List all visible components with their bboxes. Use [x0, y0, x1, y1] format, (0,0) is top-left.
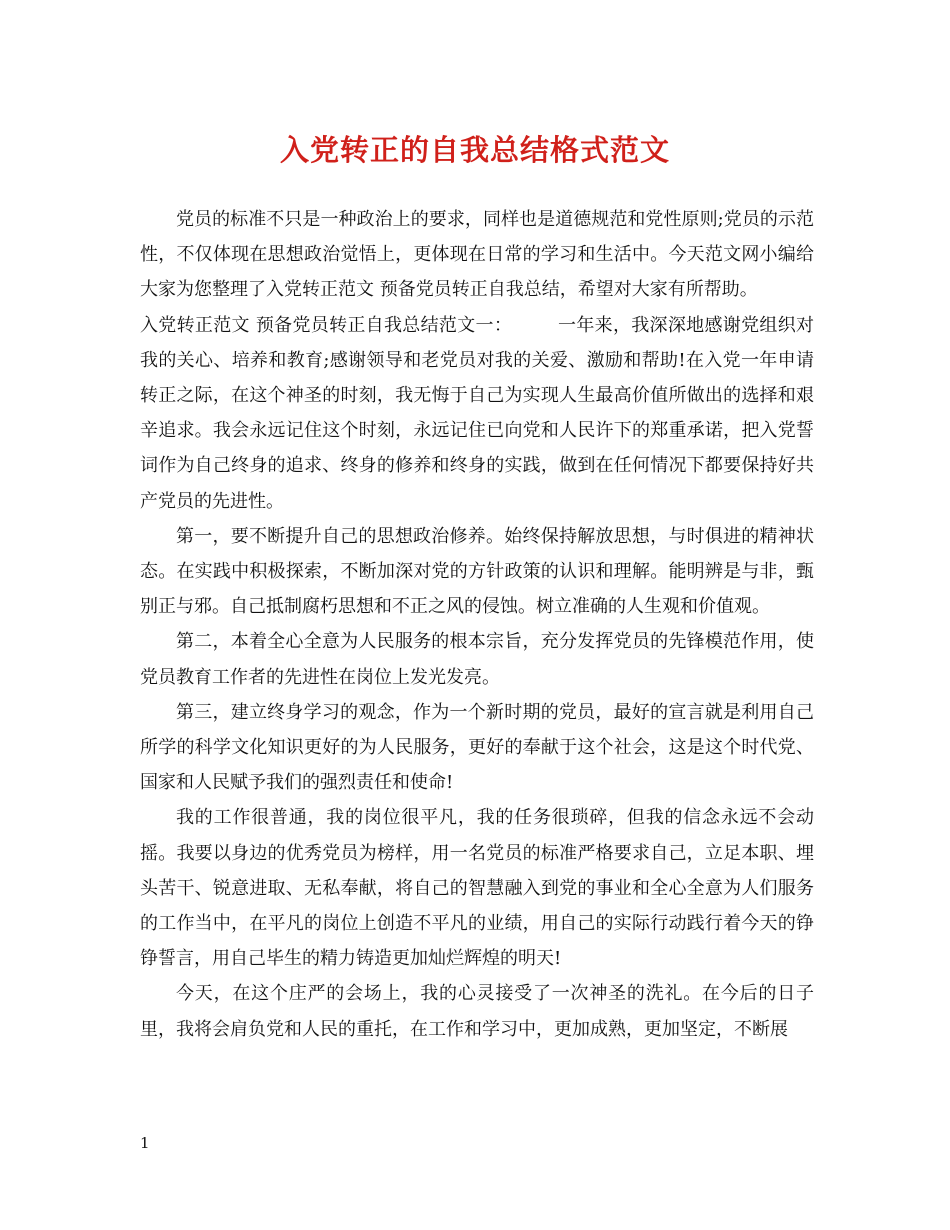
paragraph-work-belief: 我的工作很普通，我的岗位很平凡，我的任务很琐碎，但我的信念永远不会动摇。我要以身边的优秀党员为榜样，用一名党员的标准严格要求自己，立足本职、埋头苦干、锐意进取、无私奉献，将自己的智慧融入到党的事业和全心全意为人们服务的工作当中，在平凡的岗位上创造不平凡的业绩，用自己的实际行动践行着今天的铮铮誓言，用自己毕生的精力铸造更加灿烂辉煌的明天!: [140, 807, 814, 970]
document-title: 入党转正的自我总结格式范文: [279, 133, 670, 167]
paragraph-intro: 党员的标准不只是一种政治上的要求，同样也是道德规范和党性原则;党员的示范性，不仅体现在思想政治觉悟上，更体现在日常的学习和生活中。今天范文网小编给大家为您整理了入党转正范文 预备党员转正自我总结，希望对大家有所帮助。: [140, 209, 814, 301]
paragraph-first-point: 第一，要不断提升自己的思想政治修养。始终保持解放思想，与时俱进的精神状态。在实践中积极探索，不断加深对党的方针政策的认识和理解。能明辨是与非，甄别正与邪。自己抵制腐朽思想和不正之风的侵蚀。树立准确的人生观和价值观。: [140, 525, 814, 618]
document-body: [140, 202, 814, 1047]
paragraph-ceremony: 今天，在这个庄严的会场上，我的心灵接受了一次神圣的洗礼。在今后的日子里，我将会肩负党和人民的重托，在工作和学习中，更加成熟，更加坚定，不断展: [140, 983, 814, 1040]
paragraph-second-point: 第二，本着全心全意为人民服务的根本宗旨，充分发挥党员的先锋模范作用，使党员教育工作者的先进性在岗位上发光发亮。: [140, 631, 814, 688]
page-number: 1: [140, 1134, 150, 1152]
paragraph-third-point: 第三，建立终身学习的观念，作为一个新时期的党员，最好的宣言就是利用自己所学的科学文化知识更好的为人民服务，更好的奉献于这个社会，这是这个时代党、国家和人民赋予我们的强烈责任和使命!: [140, 701, 814, 794]
paragraph-sample-one: 入党转正范文 预备党员转正自我总结范文一： 一年来，我深深地感谢党组织对我的关心、培养和教育;感谢领导和老党员对我的关爱、激励和帮助!在入党一年申请转正之际，在这个神圣的时刻，我无悔于自己为实现人生最高价值所做出的选择和艰辛追求。我会永远记住这个时刻，永远记住已向党和人民许下的郑重承诺，把入党誓词作为自己终身的追求、终身的修养和终身的实践，做到在任何情况下都要保持好共产党员的先进性。: [140, 314, 814, 512]
